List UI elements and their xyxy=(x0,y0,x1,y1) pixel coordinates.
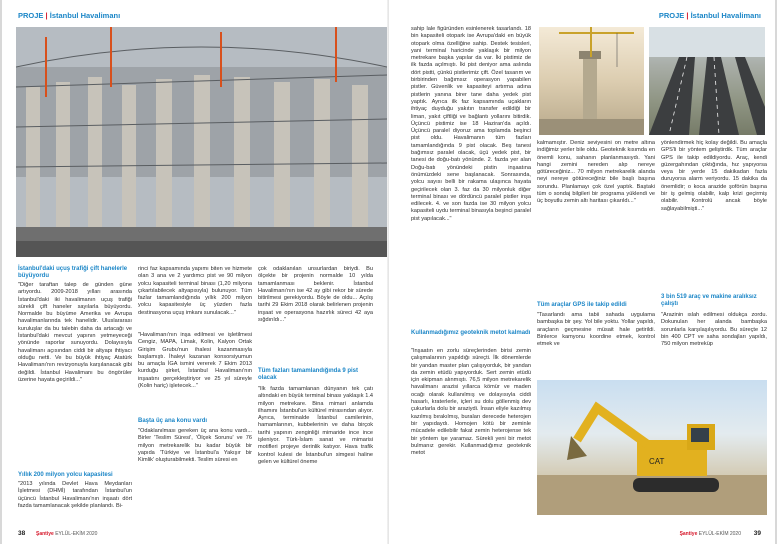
svg-text:CAT: CAT xyxy=(649,457,665,466)
runway-illustration xyxy=(649,27,765,135)
paragraph-sea-level: kalmamıştır. Deniz seviyesini on metre altına indiğimiz yerler bile oldu. Geoteknik kısımda en önemli konu, sahanın planlanmasıydı. Yani hangi zemini nereden alıp nereye götüreceğiniz... 70 milyon metrekarelik alanda neyi nereye götüreceğiniz bile başlı başına sorundu. Planlamayı çok özel yaptık. Baştaki tüm o sondaj bilgileri bir programa yüklendi ve üç boyutlu zemin altı haritası çıkarıldı..." xyxy=(537,140,655,205)
paragraph-200-million: "2013 yılında Devlet Hava Meydanları İşletmesi (DHMİ) tarafından İstanbul'un üçüncü İstanbul Havalimanı'nın inşaatı dört fazda tamamlanacak şekilde planlandı. Bi- xyxy=(18,481,132,509)
excavator-illustration xyxy=(537,380,767,515)
heading-200-million: Yıllık 200 milyon yolcu kapasitesi xyxy=(18,472,113,478)
paragraph-runways: sahip lale figüründen esinlenerek tasarlandı. 18 bin kapasiteli otopark ise Avrupa'daki en büyük otopark olma özelliğine sahip. Destek tesisleri, yani terminal haricinde yaklaşık bir milyon metrekare başka yapılar da var. İki pistimiz de ilk fazda açılmıştı. İki pist deniyor ama aslında dört pistti, çünkü pistlerimiz çift. Özel tasarım ve birbirinden bağımsız operasyon yapabilen pistler. Güvenlik ve kapasiteyi artırma adına pistlerin yanına birer tane daha yedek pist yaptık. Ayrıca ilk faz kapsamında uçakların ihtiyaç duyduğu yakıtın transfer edildiği bir liman, yakıt çiftliği ve bağlantı yollarını bitirdik. Üçüncü pistimiz ise 18 Haziran'da açıldı. Üçüncü paralel diyoruz ama toplamda beşinci pist oldu. Havalimanın tüm fazları tamamlandığında 9 pist olacak. Beş tanesi bağımsız paralel olacak, üçü yedek pist, bir tanesi de doğu-batı yönünde. 2. fazda yer alan Doğu-batı yönündeki pistin inşaatına önümüzdeki sene başlanacak. Sonrasında, yolcu sayısı belli bir rakama ulaşınca hayata geçirilecek olan 3. faz da 30 milyonluk diğer terminal binası ve dördüncü paralel pistler inşa edilecek. 4. ve son fazda ise 30 milyon yolcu kapasiteli uydu terminal binasıyla beşinci paralel pist yapılacak..." xyxy=(411,26,531,222)
left-page xyxy=(2,0,387,544)
tower-construction-photo xyxy=(539,27,644,135)
footer-brand: Şantiye xyxy=(679,531,698,537)
excavator-photo xyxy=(537,380,767,515)
paragraph-geotechnical: "İnşaatın en zorlu süreçlerinden birisi zemin çalışmalarının yapıldığı süreçti. İlk dönemlerde bir yandan master plan çalışıyorduk, bir yandan da zemin etüdü yapıyorduk. Sert zemin etüdü için ekipman alınmıştı. 76,5 milyon metrekarelik havalimanı arazisi yıllarca kömür ve maden ocağı olarak kullanılmış ve dolayısıyla ciddi hasarlı, kraterlerle, içleri su dolu göllenmiş dev çukurlarla dolu bir araziydi. İnsan eliyle kazılmış kazılmış bırakılmış, buraları derecede heterojen bir yapıdaydı. Homojen kötü bir zeminle mücadele edilebilir fakat zemin heterojense tek bir yöntem işe yaramaz. Sürekli yeni bir metot bulmanız gerekir. Kullanmadığımız geoteknik metot xyxy=(411,348,531,457)
heading-gps-tracking: Tüm araçlar GPS ile takip edildi xyxy=(537,302,627,308)
heading-3519-vehicles: 3 bin 519 araç ve makine aralıksız çalıştı xyxy=(661,294,757,308)
terminal-construction-illustration xyxy=(16,27,387,257)
heading-nine-runways: Tüm fazları tamamlandığında 9 pist olacak xyxy=(258,368,359,382)
section-label xyxy=(659,11,761,20)
crane-illustration xyxy=(539,27,644,135)
section-separator: | xyxy=(686,11,689,20)
section-label-proje: PROJE xyxy=(658,11,685,20)
paragraph-traffic-growth: "Diğer taraftan talep de günden güne artıyordu. 2009-2018 yılları arasında İstanbul'daki iki havalimanın uçuş trafiği sürekli çift haneler sayılarla büyüyordu. Normalde bu büyüme Amerika ve Avrupa havalimanlarında tek hanelidir. Uluslararası kuruluşlar da bu talebin daha da artacağı ve İstanbul'daki mevcut yapının yetmeyeceği yönünde raporlar sunuyordu. Dolayısıyla havalimanı açısından ciddi bir altyapı ihtiyacı olduğu netti. Ve bu büyük ihtiyaç Atatürk Havalimanı'nın revizyonuyla karşılanacak gibi değildi. İstanbul Havalimanı bu öngörüler üzerine hayata geçirildi..." xyxy=(18,282,132,383)
section-separator: | xyxy=(45,11,48,20)
paragraph-gps-tracking: "Tasarlandı ama tabii sahada uygulama bambaşka bir şey. Yol bile yoktu. Yollar yapıldı, araçların geçmesine müsait hale getirildi. Binlerce kamyonu koordine etmek, kontrol etmek ve xyxy=(537,312,655,348)
footer-issue: EYLÜL-EKİM 2020 xyxy=(698,531,741,537)
footer-issue: EYLÜL-EKİM 2020 xyxy=(55,531,98,537)
footer-brand: Şantiye xyxy=(36,531,54,537)
paragraph-three-topics: "Odaklanılması gereken üç ana konu vardı... Birler 'Teslim Süresi', 'Ölçek Sorunu' ve 76 milyon metrekarelik bu kadar büyük bir yapıda 'Türkiye ve İstanbul'a Yakışır bir Kimlik' oluşturabilmekti. Teslim süresi en xyxy=(138,428,252,464)
section-label-title: İstanbul Havalimanı xyxy=(49,11,121,20)
paragraph-terminal-building: "İlk fazda tamamlanan dünyanın tek çatı altındaki en büyük terminal binası yaklaşık 1.4 milyon metrekare. Bina mimari anlamda ilhamını İstanbul'un kültürel mirasından alıyor. Ayrıca, terminalde İstanbul camilerinin, hamamlarının, kubbelerinin ve daha birçok tarihi yapının zenginliği mimaride ince ince işleniyor. Türk-İslam sanat ve mimarisi motifleri projeye derinlik katıyor. Hava trafik kontrol kulesi de İstanbul'un simgesi haline gelen ve kültürel öneme xyxy=(258,386,373,465)
section-label-proje: PROJE xyxy=(18,11,44,20)
right-page xyxy=(389,0,775,544)
page-number: 39 xyxy=(753,530,761,537)
heading-traffic-growth: İstanbul'daki uçuş trafiği çift hanelerle büyüyordu xyxy=(18,266,128,280)
paragraph-consortium: "Havalimanı'nın inşa edilmesi ve işletilmesi Cengiz, MAPA, Limak, Kolin, Kalyon Ortak Girişim Grubu'nun ihalesi kazanmasıyla başlamıştı. İhaleyi kazanan konsorsiyumun bu amaçla İGA ismini vererek 7 Ekim 2013 kurduğu şirket, İstanbul Havalimanı'nın inşaatını gerçekleştiriyor ve 25 yıl süreyle (Kolin hariç) işletecek..." xyxy=(138,332,252,390)
heading-three-topics: Başta üç ana konu vardı xyxy=(138,418,208,424)
paragraph-gps-method: yönlendirmek hiç kolay değildi. Bu amaçla GPS'li bir yöntem geliştirdik. Tüm araçlar GPS ile takip edildiyordu. Araç, kendi güzergahından çıktığında, hız yapıyorsa veya bir yerde 15 dakikadan fazla duruyorsa alarm veriyordu. 15 dakika da önemlidir; o koca arazide şoförün başına bir iş gelmiş olabilir, kalp krizi geçirmiş olabilir. Kontrolü ancak böyle sağlayabilmişti..." xyxy=(661,140,767,212)
terminal-construction-photo xyxy=(16,27,387,257)
paragraph-delivery-time: çok odaklanılan unsurlardan biriydi. Bu ölçekte bir projenin normalde 10 yılda tamamlanması beklenir. İstanbul Havalimanı'nın ise 42 ay gibi rekor bir sürede bitirilmesi gerekiyordu. Böyle de oldu... Açılış tarihi 29 Ekim 2018 olarak belirlenen projenin inşaat ve operasyona hazırlık süreci 42 aya sığdırıldı..." xyxy=(258,266,373,324)
page-footer xyxy=(680,531,741,537)
page-number: 38 xyxy=(18,530,26,537)
paragraph-first-phase: rinci faz kapsamında yapımı biten ve hizmete olan 3 ana ve 2 yardımcı pist ve 90 milyon yolcu kapasiteli terminal binası (1,20 milyona çıkartılabilecek altyapısıyla) bulunuyor. Tüm fazlar tamamlandığında yıllık 200 milyon yolcu kapasitesiyle üç yüzden fazla destinasyona uçuş imkanı sunulacak..." xyxy=(138,266,252,316)
runway-aerial-photo xyxy=(649,27,765,135)
paragraph-3519-vehicles: "Arazinin ıslah edilmesi oldukça zordu. Dokunulan her alanda bambaşka sorunlarla karşılaşılıyordu. Bu süreçte 12 bin 400 CPT ve saha sondajları yapıldı, 750 milyon metreküp xyxy=(661,312,767,348)
section-label-title: İstanbul Havalimanı xyxy=(690,11,761,20)
page-footer xyxy=(36,531,97,537)
section-label xyxy=(18,11,120,20)
heading-geotechnical: Kullanmadığımız geoteknik metot kalmadı xyxy=(411,330,531,336)
